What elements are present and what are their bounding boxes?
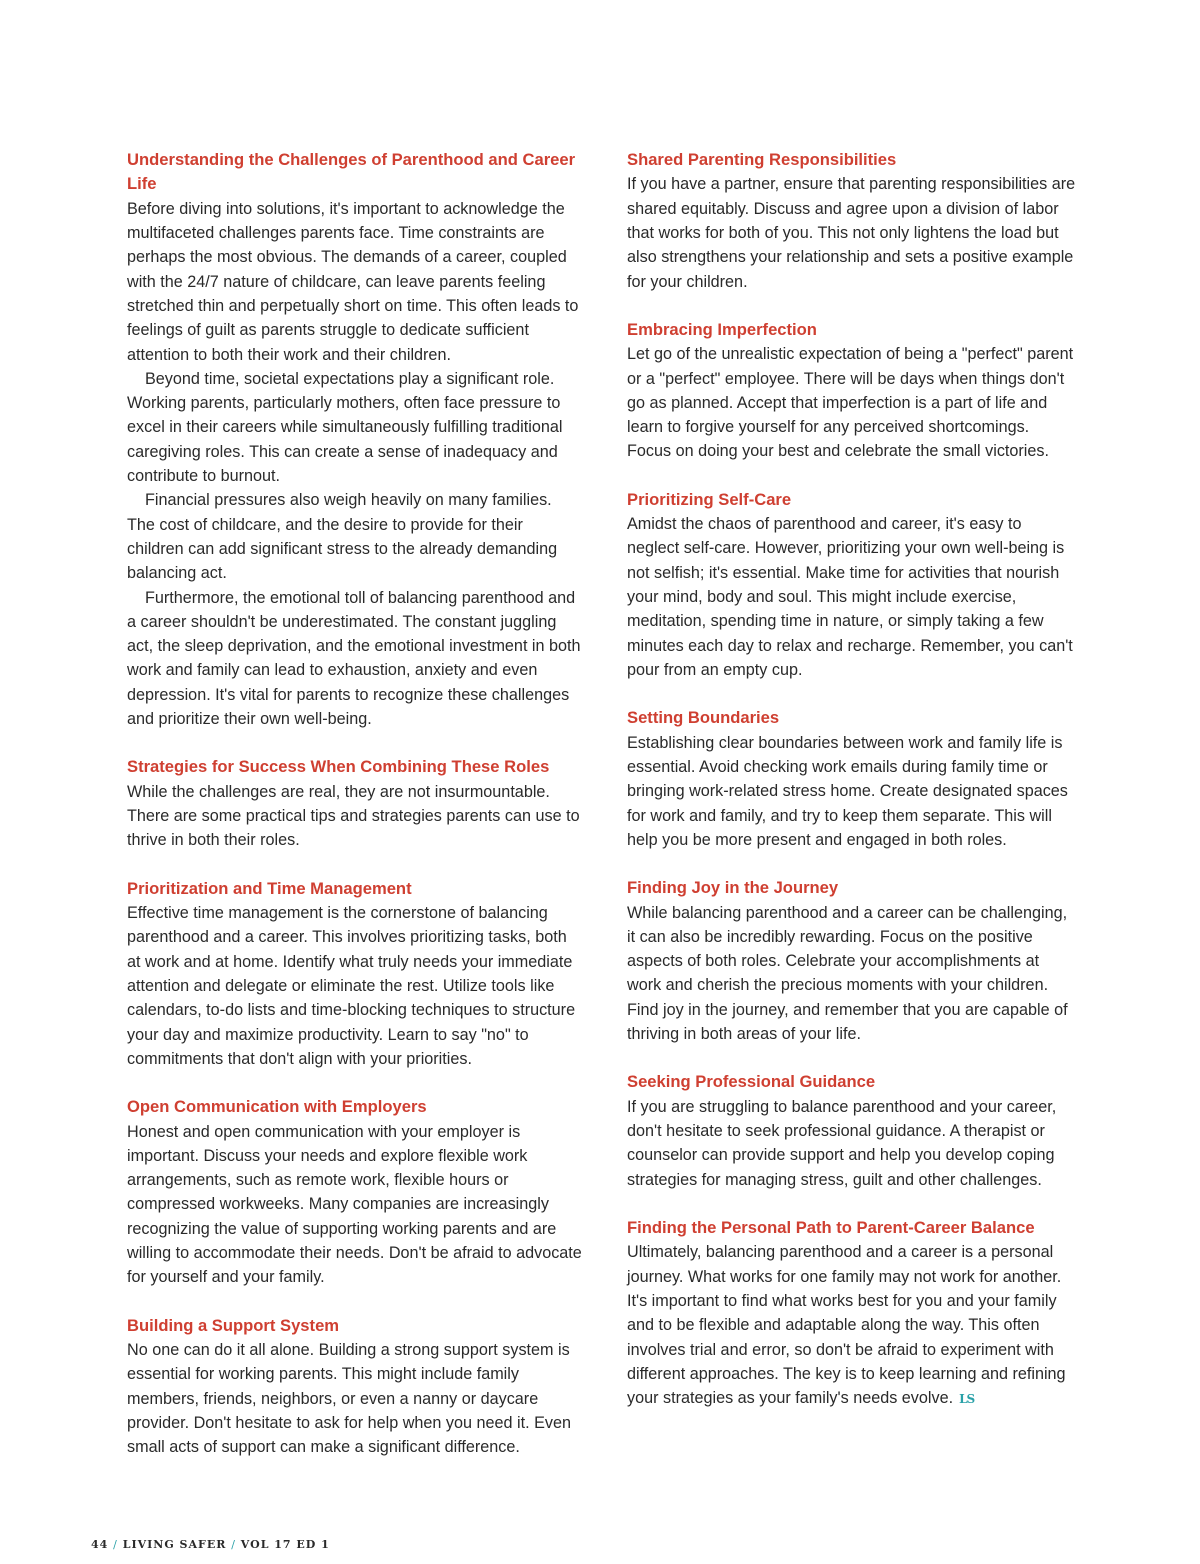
section-title: Strategies for Success When Combining These Roles xyxy=(127,757,550,777)
paragraph: No one can do it all alone. Building a strong support system is essential for working parents. This might include family members, friends, neighbors, or even a nanny or daycare provider. Don't hesitate to ask for help when you need it. Even small acts of support can make a significant difference. xyxy=(127,1341,572,1457)
right-column xyxy=(627,148,1077,1435)
paragraph: While balancing parenthood and a career can be challenging, it can also be incredibly rewarding. Focus on the positive aspects of both roles. Celebrate your accomplishments at work and cherish the precious moments with your children. Find joy in the journey, and remember that you are capable of thriving in both areas of your life. xyxy=(627,903,1068,1044)
issue-label: VOL 17 ED 1 xyxy=(240,1538,330,1551)
page-number: 44 xyxy=(91,1538,109,1551)
section-support-system xyxy=(127,1314,582,1460)
paragraph-text: Ultimately, balancing parenthood and a career is a personal journey. What works for one family may not work for another. It's important to find what works best for you and your family and to be flexible and adaptable along the way. This often involves trial and error, so don't be afraid to experiment with different approaches. The key is to keep learning and refining your strategies as your family's needs evolve. xyxy=(627,1243,1066,1408)
section-understanding-challenges xyxy=(127,148,582,731)
section-title: Prioritization and Time Management xyxy=(127,878,412,898)
section-embracing-imperfection xyxy=(627,318,1077,464)
section-strategies-for-success xyxy=(127,755,582,852)
page-footer xyxy=(91,1538,330,1551)
section-setting-boundaries xyxy=(627,706,1077,852)
section-title: Finding Joy in the Journey xyxy=(627,878,839,898)
section-self-care xyxy=(627,488,1077,682)
end-mark-logo: LS xyxy=(959,1392,975,1407)
paragraph: Let go of the unrealistic expectation of being a "perfect" parent or a "perfect" employee. There will be days when things don't go as planned. Accept that imperfection is a part of life and learn to forgive yourself for any perceived shortcomings. Focus on doing your best and celebrate the small victories. xyxy=(627,345,1074,461)
section-shared-parenting xyxy=(627,148,1077,294)
paragraph: Honest and open communication with your employer is important. Discuss your needs and explore flexible work arrangements, such as remote work, flexible hours or compressed workweeks. Many companies are increasingly recognizing the value of supporting working parents and are willing to accommodate their needs. Don't be afraid to advocate for yourself and your family. xyxy=(127,1122,582,1287)
paragraph: Financial pressures also weigh heavily on many families. The cost of childcare, and the desire to provide for their children can add significant stress to the already demanding balancing act. xyxy=(127,491,558,583)
section-title: Shared Parenting Responsibilities xyxy=(627,150,897,169)
paragraph: Before diving into solutions, it's important to acknowledge the multifaceted challenges parents face. Time constraints are perhaps the most obvious. The demands of a career, coupled with the 24/7 nature of childcare, can leave parents feeling stretched thin and perpetually short on time. This often leads to feelings of guilt as parents struggle to dedicate sufficient attention to both their work and their children. xyxy=(127,199,579,364)
section-personal-path xyxy=(627,1216,1077,1411)
section-title: Understanding the Challenges of Parenthood and Career Life xyxy=(127,150,576,194)
footer-separator: / xyxy=(113,1538,118,1551)
section-professional-guidance xyxy=(627,1070,1077,1192)
section-open-communication xyxy=(127,1095,582,1289)
paragraph: While the challenges are real, they are not insurmountable. There are some practical tips and strategies parents can use to thrive in both their roles. xyxy=(127,782,580,850)
paragraph: If you have a partner, ensure that parenting responsibilities are shared equitably. Discuss and agree upon a division of labor that works for both of you. This not only lightens the load but also strengthens your relationship and sets a positive example for your children. xyxy=(627,175,1076,291)
left-column xyxy=(127,148,582,1484)
section-title: Embracing Imperfection xyxy=(627,319,817,339)
paragraph xyxy=(627,1240,1077,1411)
section-title: Seeking Professional Guidance xyxy=(627,1072,876,1092)
section-title: Setting Boundaries xyxy=(627,708,780,728)
paragraph: If you are struggling to balance parenthood and your career, don't hesitate to seek professional guidance. A therapist or counselor can provide support and help you develop coping strategies for managing stress, guilt and other challenges. xyxy=(627,1097,1057,1189)
section-title: Open Communication with Employers xyxy=(127,1097,427,1117)
paragraph: Furthermore, the emotional toll of balancing parenthood and a career shouldn't be underestimated. The constant juggling act, the sleep deprivation, and the emotional investment in both work and family can lead to exhaustion, anxiety and even depression. It's vital for parents to recognize these challenges and prioritize their own well-being. xyxy=(127,588,581,729)
paragraph: Effective time management is the cornerstone of balancing parenthood and a career. This involves prioritizing tasks, both at work and at home. Identify what truly needs your immediate attention and delegate or eliminate the rest. Utilize tools like calendars, to-do lists and time-blocking techniques to structure your day and maximize productivity. Learn to say "no" to commitments that don't align with your priorities. xyxy=(127,904,576,1068)
paragraph: Beyond time, societal expectations play a significant role. Working parents, particularly mothers, often face pressure to excel in their careers while simultaneously fulfilling traditional caregiving roles. This can create a sense of inadequacy and contribute to burnout. xyxy=(127,369,563,486)
section-title: Finding the Personal Path to Parent-Career Balance xyxy=(627,1217,1035,1237)
publication-name: LIVING SAFER xyxy=(122,1538,227,1551)
paragraph: Establishing clear boundaries between work and family life is essential. Avoid checking work emails during family time or bringing work-related stress home. Create designated spaces for work and family, and try to keep them separate. This will help you be more present and engaged in both roles. xyxy=(627,733,1068,849)
paragraph: Amidst the chaos of parenthood and career, it's easy to neglect self-care. However, prioritizing your own well-being is not selfish; it's essential. Make time for activities that nourish your mind, body and soul. This might include exercise, meditation, spending time in nature, or simply taking a few minutes each day to relax and recharge. Remember, you can't pour from an empty cup. xyxy=(627,515,1073,679)
section-prioritization-time-management xyxy=(127,877,582,1071)
section-title: Prioritizing Self-Care xyxy=(627,489,792,509)
footer-separator: / xyxy=(231,1538,236,1551)
section-finding-joy xyxy=(627,876,1077,1046)
section-title: Building a Support System xyxy=(127,1315,340,1335)
